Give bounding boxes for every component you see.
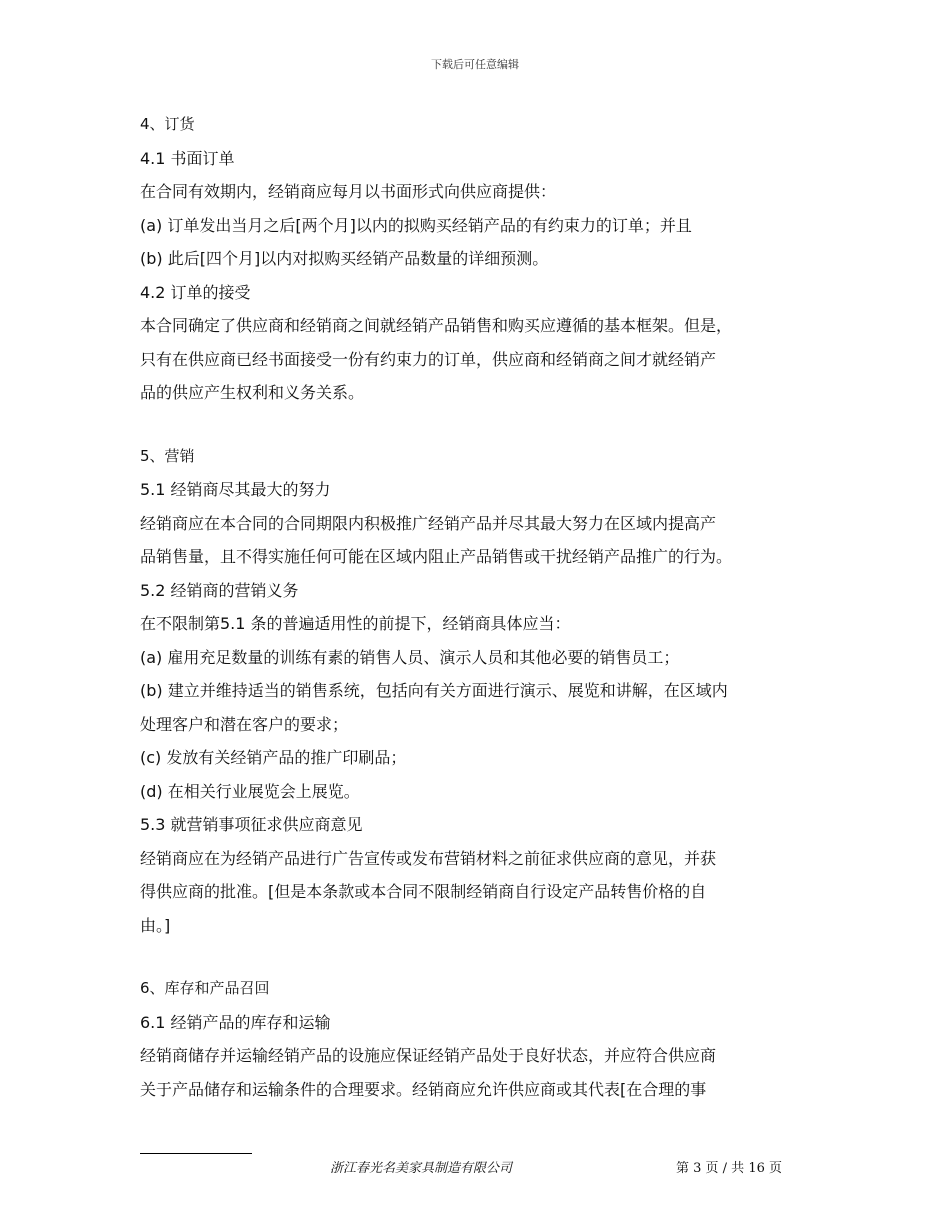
paragraph-5-1-line-2: 品销售量，且不得实施任何可能在区域内阻止产品销售或干扰经销产品推广的行为。: [140, 547, 733, 566]
subsection-5-1-heading: 5.1 经销商尽其最大的努力: [140, 480, 331, 499]
section-6-title: 6、库存和产品召回: [140, 979, 270, 997]
section-5-title: 5、营销: [140, 446, 195, 465]
list-item-4-1-b: (b) 此后[四个月]以内对拟购买经销产品数量的详细预测。: [140, 249, 549, 268]
paragraph-5-3-line-2: 得供应商的批准。[但是本条款或本合同不限制经销商自行设定产品转售价格的自: [140, 882, 707, 901]
footer-company-name: 浙江春光名美家具制造有限公司: [330, 1161, 513, 1176]
list-item-5-2-c: (c) 发放有关经销产品的推广印刷品；: [140, 748, 407, 767]
list-item-5-2-b-line-2: 处理客户和潜在客户的要求；: [140, 714, 349, 734]
paragraph-5-1-line-1: 经销商应在本合同的合同期限内积极推广经销产品并尽其最大努力在区域内提高产: [140, 513, 717, 533]
page-header: 下载后可任意编辑: [431, 58, 519, 71]
section-spacer: [140, 942, 830, 972]
subsection-4-2-heading: 4.2 订单的接受: [140, 282, 251, 302]
subsection-6-1-heading: 6.1 经销产品的库存和运输: [140, 1012, 331, 1032]
paragraph-6-1-line-1: 经销商储存并运输经销产品的设施应保证经销产品处于良好状态，并应符合供应商: [140, 1046, 717, 1065]
subsection-5-2-heading: 5.2 经销商的营销义务: [140, 580, 299, 600]
paragraph-4-1: 在合同有效期内，经销商应每月以书面形式向供应商提供：: [140, 182, 557, 201]
list-item-5-2-b-line-1: (b) 建立并维持适当的销售系统，包括向有关方面进行演示、展览和讲解，在区域内: [140, 681, 728, 700]
section-spacer: [140, 410, 830, 440]
list-item-5-2-d: (d) 在相关行业展览会上展览。: [140, 781, 360, 801]
paragraph-4-2-line-1: 本合同确定了供应商和经销商之间就经销产品销售和购买应遵循的基本框架。但是，: [140, 316, 733, 335]
document-body: [140, 108, 830, 1106]
footer-page-number: 第 3 页 / 共 16 页: [676, 1161, 782, 1176]
list-item-5-2-a: (a) 雇用充足数量的训练有素的销售人员、演示人员和其他必要的销售员工；: [140, 647, 680, 667]
paragraph-5-3-line-1: 经销商应在为经销产品进行广告宣传或发布营销材料之前征求供应商的意见，并获: [140, 848, 717, 868]
subsection-4-1-heading: 4.1 书面订单: [140, 148, 235, 168]
paragraph-5-3-line-3: 由。]: [140, 915, 171, 935]
footer-divider: [140, 1153, 252, 1154]
paragraph-4-2-line-2: 只有在供应商已经书面接受一份有约束力的订单，供应商和经销商之间才就经销产: [140, 349, 717, 369]
list-item-4-1-a: (a) 订单发出当月之后[两个月]以内的拟购买经销产品的有约束力的订单；并且: [140, 215, 692, 235]
subsection-5-3-heading: 5.3 就营销事项征求供应商意见: [140, 815, 363, 834]
paragraph-6-1-line-2: 关于产品储存和运输条件的合理要求。经销商应允许供应商或其代表[在合理的事: [140, 1079, 707, 1099]
paragraph-4-2-line-3: 品的供应产生权利和义务关系。: [140, 383, 365, 402]
section-4-title: 4、订货: [140, 115, 195, 133]
paragraph-5-2: 在不限制第5.1 条的普遍适用性的前提下，经销商具体应当：: [140, 614, 571, 633]
